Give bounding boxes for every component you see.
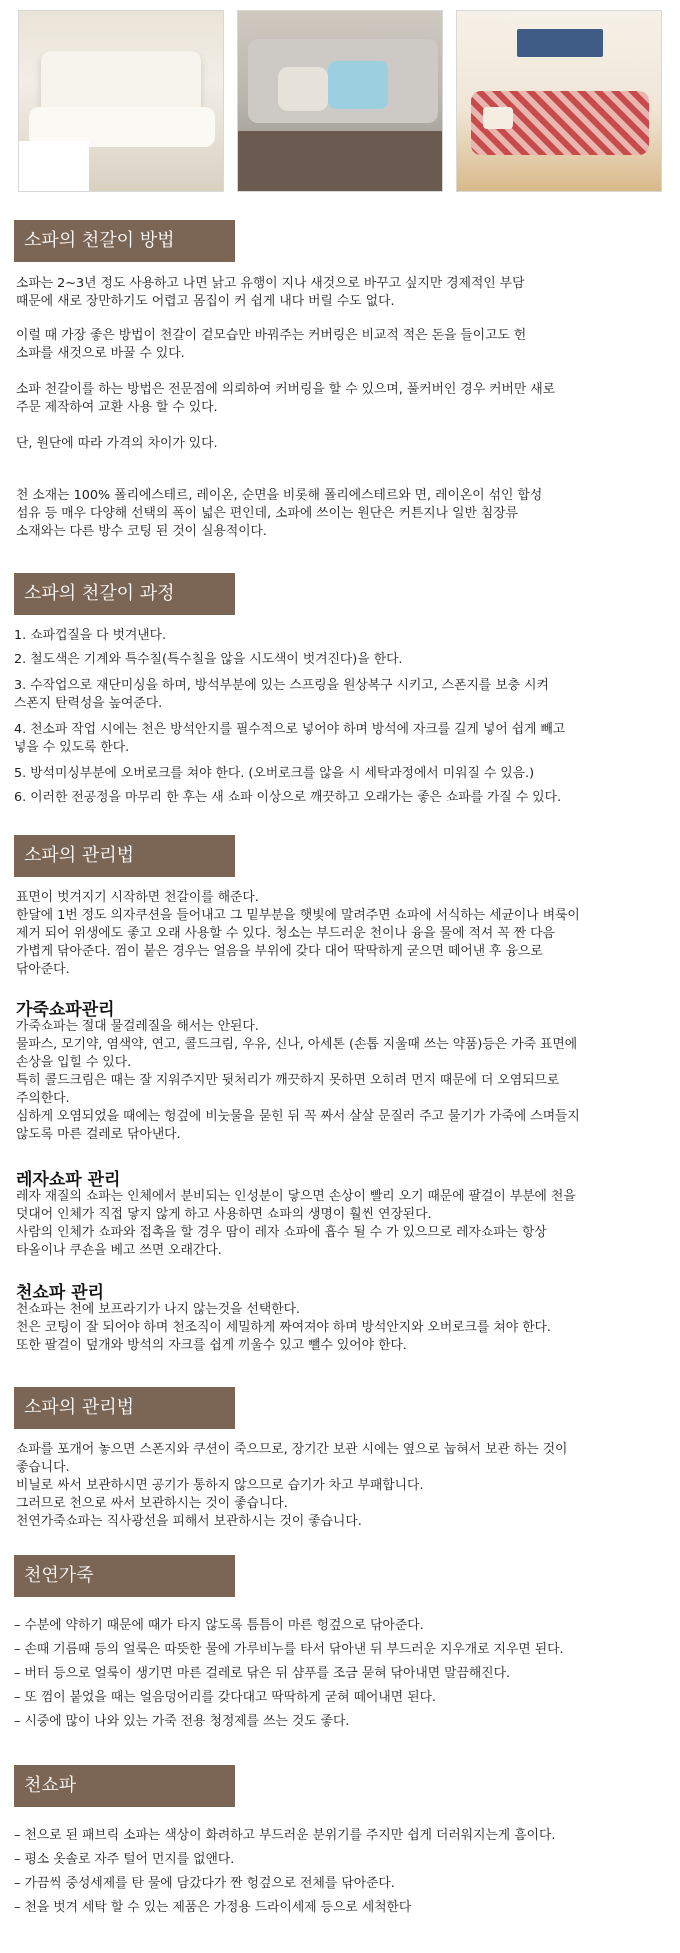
section-heading-recover-method: 소파의 천갈이 방법 <box>14 220 235 262</box>
list-item: 3. 수작업으로 재단미싱을 하며, 방석부분에 있는 스프링을 원상복구 시키고, 스폰지를 보충 시켜 <box>14 678 549 693</box>
leather-sofa-care-text: 가죽쇼파는 절대 물걸레질을 해서는 안된다. 물파스, 모기약, 염색약, 연고, 콜드크림, 우유, 신나, 아세톤 (손톱 지울때 쓰는 약품)등은 가죽 표면에 손상을 입힐 수 있다. 특히 콜드크림은 때는 잘 지워주지만 뒷처리가 깨끗하지 못하면 오히려 먼지 때문에 더 오염되므로 주의한다. 심하게 오염되었을 때에는 헝겊에 비눗물을 묻힌 뒤 꼭 짜서 살살 문질러 주고 물기가 가죽에 스며들지 않도록 마른 걸레로 닦아낸다. <box>16 1019 580 1142</box>
list-item: 6. 이러한 전공정을 마무리 한 후는 새 쇼파 이상으로 깨끗하고 오래가는 좋은 쇼파를 가질 수 있다. <box>14 790 562 805</box>
storage-text: 쇼파를 포개어 놓으면 스폰지와 쿠션이 죽으므로, 장기간 보관 시에는 옆으로 눕혀서 보관 하는 것이 좋습니다. 비닐로 싸서 보관하시면 공기가 통하지 않으므로 습기가 차고 부패합니다. 그러므로 천으로 싸서 보관하시는 것이 좋습니다. 천연가죽쇼파는 직사광선을 피해서 보관하시는 것이 좋습니다. <box>16 1442 568 1529</box>
section-heading-care: 소파의 관리법 <box>14 835 235 877</box>
leather-sofa-care-title: 가죽쇼파관리 <box>16 1000 115 1020</box>
leatherette-sofa-care-title: 레자쇼파 관리 <box>16 1170 121 1190</box>
list-item: – 버터 등으로 얼룩이 생기면 마른 걸레로 닦은 뒤 샴푸를 조금 묻혀 닦아내면 말끔해진다. <box>14 1666 511 1681</box>
recover-method-text: 소파는 2~3년 정도 사용하고 나면 낡고 유행이 지나 새것으로 바꾸고 싶지만 경제적인 부담 때문에 새로 장만하기도 어렵고 몸집이 커 쉽게 내다 버릴 수도 없다. <box>16 276 525 309</box>
leatherette-sofa-care-text: 레자 재질의 쇼파는 인체에서 분비되는 인성분이 닿으면 손상이 빨리 오기 때문에 팔걸이 부분에 천을 덧대어 인체가 직접 닿지 않게 하고 사용하면 쇼파의 생명이 훨씬 연장된다. 사람의 인체가 쇼파와 접촉을 할 경우 땀이 레자 쇼파에 흡수 될 수 가 있으므로 레자쇼파는 항상 타올이나 쿠숀을 베고 쓰면 오래간다. <box>16 1189 576 1258</box>
care-text: 표면이 벗겨지기 시작하면 천갈이를 해준다. 한달에 1번 정도 의자쿠션을 들어내고 그 밑부분을 햇빛에 말려주면 쇼파에 서식하는 세균이나 벼룩이 제거 되어 위생에도 좋고 오래 사용할 수 있다. 청소는 부드러운 천이나 융을 물에 적셔 꼭 짠 다음 가볍게 닦아준다. 껌이 붙은 경우는 얼음을 부위에 갖다 대어 딱딱하게 굳으면 떼어낸 후 융으로 닦아준다. <box>16 890 580 977</box>
section-heading-natural-leather: 천연가죽 <box>14 1555 235 1597</box>
list-item: 1. 쇼파껍질을 다 벗겨낸다. <box>14 628 167 643</box>
section-heading-recover-process: 소파의 천갈이 과정 <box>14 573 235 615</box>
fabric-sofa-care-title: 천쇼파 관리 <box>16 1283 105 1303</box>
list-item: – 천으로 된 패브릭 소파는 색상이 화려하고 부드러운 분위기를 주지만 쉽게 더러워지는게 흠이다. <box>14 1828 556 1843</box>
list-item: – 손때 기름때 등의 얼룩은 따뜻한 물에 가루비누를 타서 닦아낸 뒤 부드러운 지우개로 지우면 된다. <box>14 1642 564 1657</box>
list-item: 4. 천소파 작업 시에는 천은 방석안지를 필수적으로 넣어야 하며 방석에 자크를 길게 넣어 쉽게 빼고 <box>14 722 566 737</box>
photo-strip <box>18 10 662 194</box>
list-item: – 가끔씩 중성세제를 탄 물에 담갔다가 짠 헝겊으로 전체를 닦아준다. <box>14 1876 395 1891</box>
list-item: – 평소 옷솔로 자주 털어 먼지를 없앤다. <box>14 1852 235 1867</box>
list-item: – 수분에 약하기 때문에 때가 타지 않도록 틈틈이 마른 헝겊으로 닦아준다. <box>14 1618 424 1633</box>
red-check-sofa-photo <box>456 10 662 192</box>
list-item: – 천을 벗겨 세탁 할 수 있는 제품은 가정용 드라이세제 등으로 세척한다 <box>14 1900 412 1915</box>
gray-sofa-photo <box>237 10 443 192</box>
list-item: 5. 방석미싱부분에 오버로크를 쳐야 한다. (오버로크를 않을 시 세탁과정에서 미워질 수 있음.) <box>14 766 535 781</box>
fabric-sofa-care-text: 천쇼파는 천에 보프라기가 나지 않는것을 선택한다. 천은 코팅이 잘 되어야 하며 천조직이 세밀하게 짜여져야 하며 방석안지와 오버로크를 쳐야 한다. 또한 팔걸이 덮개와 방석의 자크를 쉽게 끼울수 있고 뺄수 있어야 한다. <box>16 1302 551 1353</box>
list-item: – 또 껌이 붙었을 때는 얼음덩어리를 갖다대고 딱딱하게 굳혀 떼어내면 된다. <box>14 1690 436 1705</box>
list-item: 넣을 수 있도록 한다. <box>14 740 130 755</box>
list-item: 스폰지 탄력성을 높여준다. <box>14 696 163 711</box>
section-heading-fabric-sofa: 천쇼파 <box>14 1765 235 1807</box>
white-sofa-photo <box>18 10 224 192</box>
section-heading-storage: 소파의 관리법 <box>14 1387 235 1429</box>
list-item: 2. 철도색은 기계와 특수칠(특수칠을 않을 시도색이 벗겨진다)을 한다. <box>14 652 403 667</box>
list-item: – 시중에 많이 나와 있는 가죽 전용 청정제를 쓰는 것도 좋다. <box>14 1714 350 1729</box>
